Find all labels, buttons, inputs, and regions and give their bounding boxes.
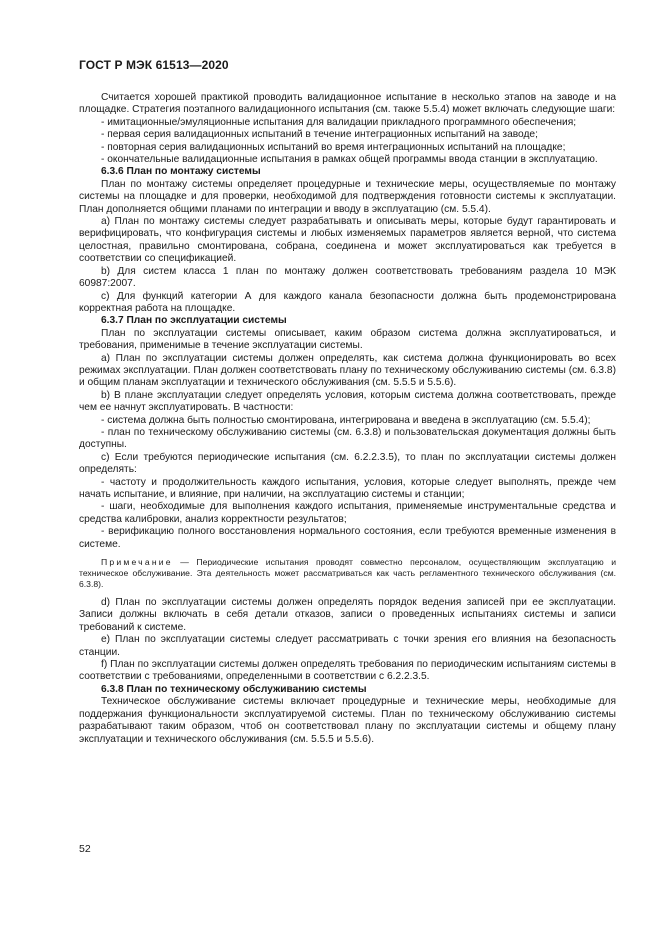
list-item: - имитационные/эмуляционные испытания для валидации прикладного программного обеспечения; <box>101 116 577 128</box>
section-heading-6-3-7: 6.3.7 План по эксплуатации системы <box>101 315 287 327</box>
paragraph: b) В плане эксплуатации следует определять условия, которым система должна соответствовать, прежде чем ее начнут эксплуатировать. В частности: <box>79 389 616 414</box>
paragraph: a) План по монтажу системы следует разрабатывать и описывать меры, которые будут гарантировать и верифицировать, что конфигурация системы и любых изменяемых параметров является верной, что система целостная, правильно смонтирована, собрана, соединена и может эксплуатироваться как требуется в соответствии со спецификацией. <box>79 216 616 265</box>
note-label: Примечание <box>101 557 173 568</box>
list-item: - план по техническому обслуживанию системы (см. 6.3.8) и пользовательская документация должны быть доступны. <box>79 426 616 451</box>
section-heading-6-3-8: 6.3.8 План по техническому обслуживанию системы <box>101 683 367 695</box>
section-heading-6-3-6: 6.3.6 План по монтажу системы <box>101 166 261 178</box>
paragraph: c) Для функций категории А для каждого канала безопасности должна быть продемонстрирована корректная работа на площадке. <box>79 290 616 314</box>
paragraph: Считается хорошей практикой проводить валидационное испытание в несколько этапов на заводе и на площадке. Стратегия поэтапного валидационного испытания (см. также 5.5.4) может включать следующие шаги: <box>79 92 616 116</box>
list-item: - частоту и продолжительность каждого испытания, условия, которые следует выполнять, прежде чем начать испытание, и влияние, при наличии, на эксплуатацию системы и станции; <box>79 476 616 500</box>
document-body <box>79 92 616 746</box>
paragraph: Техническое обслуживание системы включает процедурные и технические меры, необходимые для поддержания функциональности эксплуатируемой системы. План по техническому обслуживанию системы разрабатывают таким образом, чтоб он соответствовал плану по эксплуатации системы и общему плану эксплуатации и технического обслуживания (см. 5.5.5 и 5.5.6). <box>79 696 616 745</box>
paragraph: c) Если требуются периодические испытания (см. 6.2.2.3.5), то план по эксплуатации системы должен определять: <box>79 451 616 476</box>
list-item: - шаги, необходимые для выполнения каждого испытания, применяемые инструментальные средства и средства калибровки, анализ корректности результатов; <box>79 501 616 525</box>
paragraph: d) План по эксплуатации системы должен определять порядок ведения записей при ее эксплуатации. Записи должны включать в себя детали отказов, записи о проведенных испытаниях системы и записи требований к системе. <box>79 597 616 633</box>
list-item: - верификацию полного восстановления нормального состояния, если требуются временные изменения в системе. <box>79 526 616 550</box>
paragraph: План по эксплуатации системы описывает, каким образом система должна эксплуатироваться, и требования, применимые в течение эксплуатации системы. <box>79 327 616 352</box>
note-text: — Периодические испытания проводят совместно персоналом, осуществляющим эксплуатацию и техническое обслуживание. Эта деятельность может рассматриваться как часть регламентного технического обслуживания (см. 6.3.8). <box>79 557 616 590</box>
paragraph: e) План по эксплуатации системы следует рассматривать с точки зрения его влияния на безопасность станции. <box>79 634 616 658</box>
list-item: - первая серия валидационных испытаний в течение интеграционных испытаний на заводе; <box>101 129 538 141</box>
list-item: - повторная серия валидационных испытаний во время интеграционных испытаний на площадке; <box>101 141 566 153</box>
document-header: ГОСТ Р МЭК 61513—2020 <box>79 58 229 72</box>
note <box>79 557 616 590</box>
paragraph: План по монтажу системы определяет процедурные и технические меры, осуществляемые по монтажу системы на площадке и для проверки, необходимой для подтверждения готовности системы к эксплуатации. План дополняется общими планами по интеграции и вводу в эксплуатацию (см. 5.5.4). <box>79 178 616 215</box>
page-number: 52 <box>79 843 91 855</box>
paragraph: b) Для систем класса 1 план по монтажу должен соответствовать требованиям раздела 10 МЭК 60987:2007. <box>79 265 616 290</box>
paragraph: f) План по эксплуатации системы должен определять требования по периодическим испытаниям системы в соответствии с требованиями, определенными в соответствии с 6.2.2.3.5. <box>79 659 616 683</box>
list-item: - окончательные валидационные испытания в рамках общей программы ввода станции в эксплуатацию. <box>101 154 598 166</box>
list-item: - система должна быть полностью смонтирована, интегрирована и введена в эксплуатацию (см. 5.5.4); <box>101 414 591 426</box>
paragraph: a) План по эксплуатации системы должен определять, как система должна функционировать во всех режимах эксплуатации. План должен соответствовать плану по техническому обслуживанию системы (см. 6.3.8) и общим планам эксплуатации и технического обслуживания (см. 5.5.5 и 5.5.6). <box>79 352 616 389</box>
